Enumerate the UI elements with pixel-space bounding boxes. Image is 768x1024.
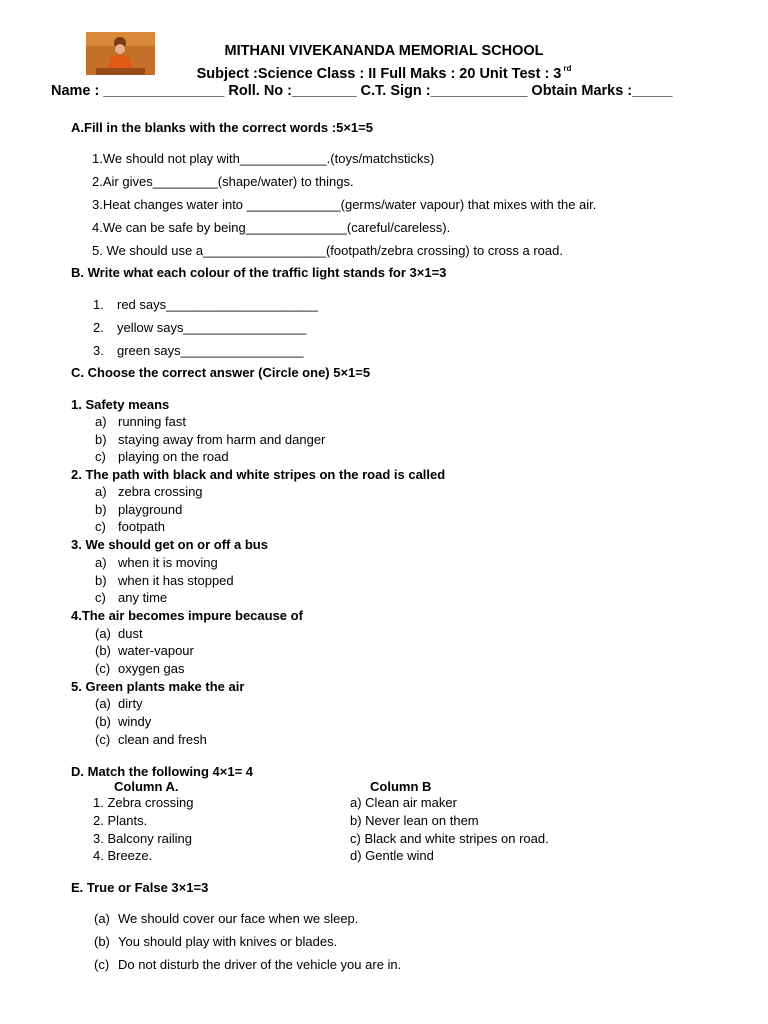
mcq-question: 1. Safety means bbox=[71, 397, 170, 412]
mcq-option-text: zebra crossing bbox=[118, 484, 203, 499]
mcq-question: 5. Green plants make the air bbox=[71, 679, 245, 694]
mcq-option-label: a) bbox=[95, 484, 107, 499]
section-c-title: C. Choose the correct answer (Circle one) 5×1=5 bbox=[71, 365, 371, 380]
mcq-option-label: b) bbox=[95, 573, 107, 588]
fill-blank-item: 3.Heat changes water into _____________(germs/water vapour) that mixes with the air. bbox=[92, 197, 597, 212]
mcq-option-text: footpath bbox=[118, 519, 165, 534]
mcq-question: 4.The air becomes impure because of bbox=[71, 608, 303, 623]
true-false-label: (b) bbox=[94, 934, 110, 949]
mcq-question: 2. The path with black and white stripes on the road is called bbox=[71, 467, 446, 482]
mcq-option-text: running fast bbox=[118, 414, 186, 429]
mcq-option-label: (a) bbox=[95, 696, 111, 711]
mcq-option-text: oxygen gas bbox=[118, 661, 185, 676]
name-row: Name : _______________ Roll. No :________ C.T. Sign :____________ Obtain Marks :_____ bbox=[51, 83, 673, 99]
true-false-statement: Do not disturb the driver of the vehicle you are in. bbox=[118, 957, 402, 972]
mcq-option-text: playground bbox=[118, 502, 183, 517]
mcq-option-text: any time bbox=[118, 590, 168, 605]
mcq-option-text: staying away from harm and danger bbox=[118, 432, 326, 447]
section-b-title: B. Write what each colour of the traffic light stands for 3×1=3 bbox=[71, 265, 447, 280]
traffic-item-text: green says_________________ bbox=[117, 343, 304, 358]
school-name: MITHANI VIVEKANANDA MEMORIAL SCHOOL bbox=[224, 43, 544, 59]
mcq-option-label: (c) bbox=[95, 661, 111, 676]
subject-superscript: rd bbox=[563, 64, 572, 73]
true-false-label: (a) bbox=[94, 911, 110, 926]
match-col-b-item: d) Gentle wind bbox=[350, 848, 434, 863]
mcq-option-text: windy bbox=[118, 714, 152, 729]
mcq-option-text: dirty bbox=[118, 696, 143, 711]
traffic-item-number: 3. bbox=[93, 343, 104, 358]
mcq-option-label: b) bbox=[95, 502, 107, 517]
subject-line bbox=[0, 64, 768, 82]
traffic-item-text: yellow says_________________ bbox=[117, 320, 307, 335]
mcq-option-label: (b) bbox=[95, 714, 111, 729]
match-col-a-item: 4. Breeze. bbox=[93, 848, 153, 863]
true-false-statement: We should cover our face when we sleep. bbox=[118, 911, 359, 926]
fill-blank-item: 2.Air gives_________(shape/water) to things. bbox=[92, 174, 354, 189]
subject-text: Subject :Science Class : II Full Maks : 20 Unit Test : 3 bbox=[196, 66, 562, 82]
match-col-b-item: c) Black and white stripes on road. bbox=[350, 831, 549, 846]
match-col-b-item: a) Clean air maker bbox=[350, 795, 457, 810]
section-d-title: D. Match the following 4×1= 4 bbox=[71, 764, 254, 779]
mcq-option-label: a) bbox=[95, 414, 107, 429]
mcq-option-text: when it has stopped bbox=[118, 573, 234, 588]
mcq-option-text: playing on the road bbox=[118, 449, 229, 464]
traffic-item-text: red says_____________________ bbox=[117, 297, 318, 312]
mcq-question: 3. We should get on or off a bus bbox=[71, 537, 268, 552]
true-false-statement: You should play with knives or blades. bbox=[118, 934, 338, 949]
mcq-option-text: when it is moving bbox=[118, 555, 218, 570]
mcq-option-label: (c) bbox=[95, 732, 111, 747]
section-e-title: E. True or False 3×1=3 bbox=[71, 880, 209, 895]
mcq-option-text: dust bbox=[118, 626, 143, 641]
fill-blank-item: 4.We can be safe by being______________(careful/careless). bbox=[92, 220, 451, 235]
match-col-a-item: 3. Balcony railing bbox=[93, 831, 192, 846]
traffic-item-number: 1. bbox=[93, 297, 104, 312]
mcq-option-text: clean and fresh bbox=[118, 732, 207, 747]
mcq-option-label: (a) bbox=[95, 626, 111, 641]
match-col-a-item: 2. Plants. bbox=[93, 813, 148, 828]
match-col-a-item: 1. Zebra crossing bbox=[93, 795, 194, 810]
match-col-b-item: b) Never lean on them bbox=[350, 813, 479, 828]
true-false-label: (c) bbox=[94, 957, 110, 972]
mcq-option-text: water-vapour bbox=[118, 643, 194, 658]
mcq-option-label: a) bbox=[95, 555, 107, 570]
mcq-option-label: b) bbox=[95, 432, 107, 447]
mcq-option-label: c) bbox=[95, 449, 106, 464]
traffic-item-number: 2. bbox=[93, 320, 104, 335]
column-b-heading: Column B bbox=[370, 779, 432, 794]
mcq-option-label: c) bbox=[95, 519, 106, 534]
fill-blank-item: 1.We should not play with____________.(toys/matchsticks) bbox=[92, 151, 435, 166]
column-a-heading: Column A. bbox=[114, 779, 179, 794]
section-a-title: A.Fill in the blanks with the correct words :5×1=5 bbox=[71, 120, 373, 135]
mcq-option-label: c) bbox=[95, 590, 106, 605]
fill-blank-item: 5. We should use a_________________(footpath/zebra crossing) to cross a road. bbox=[92, 243, 563, 258]
mcq-option-label: (b) bbox=[95, 643, 111, 658]
